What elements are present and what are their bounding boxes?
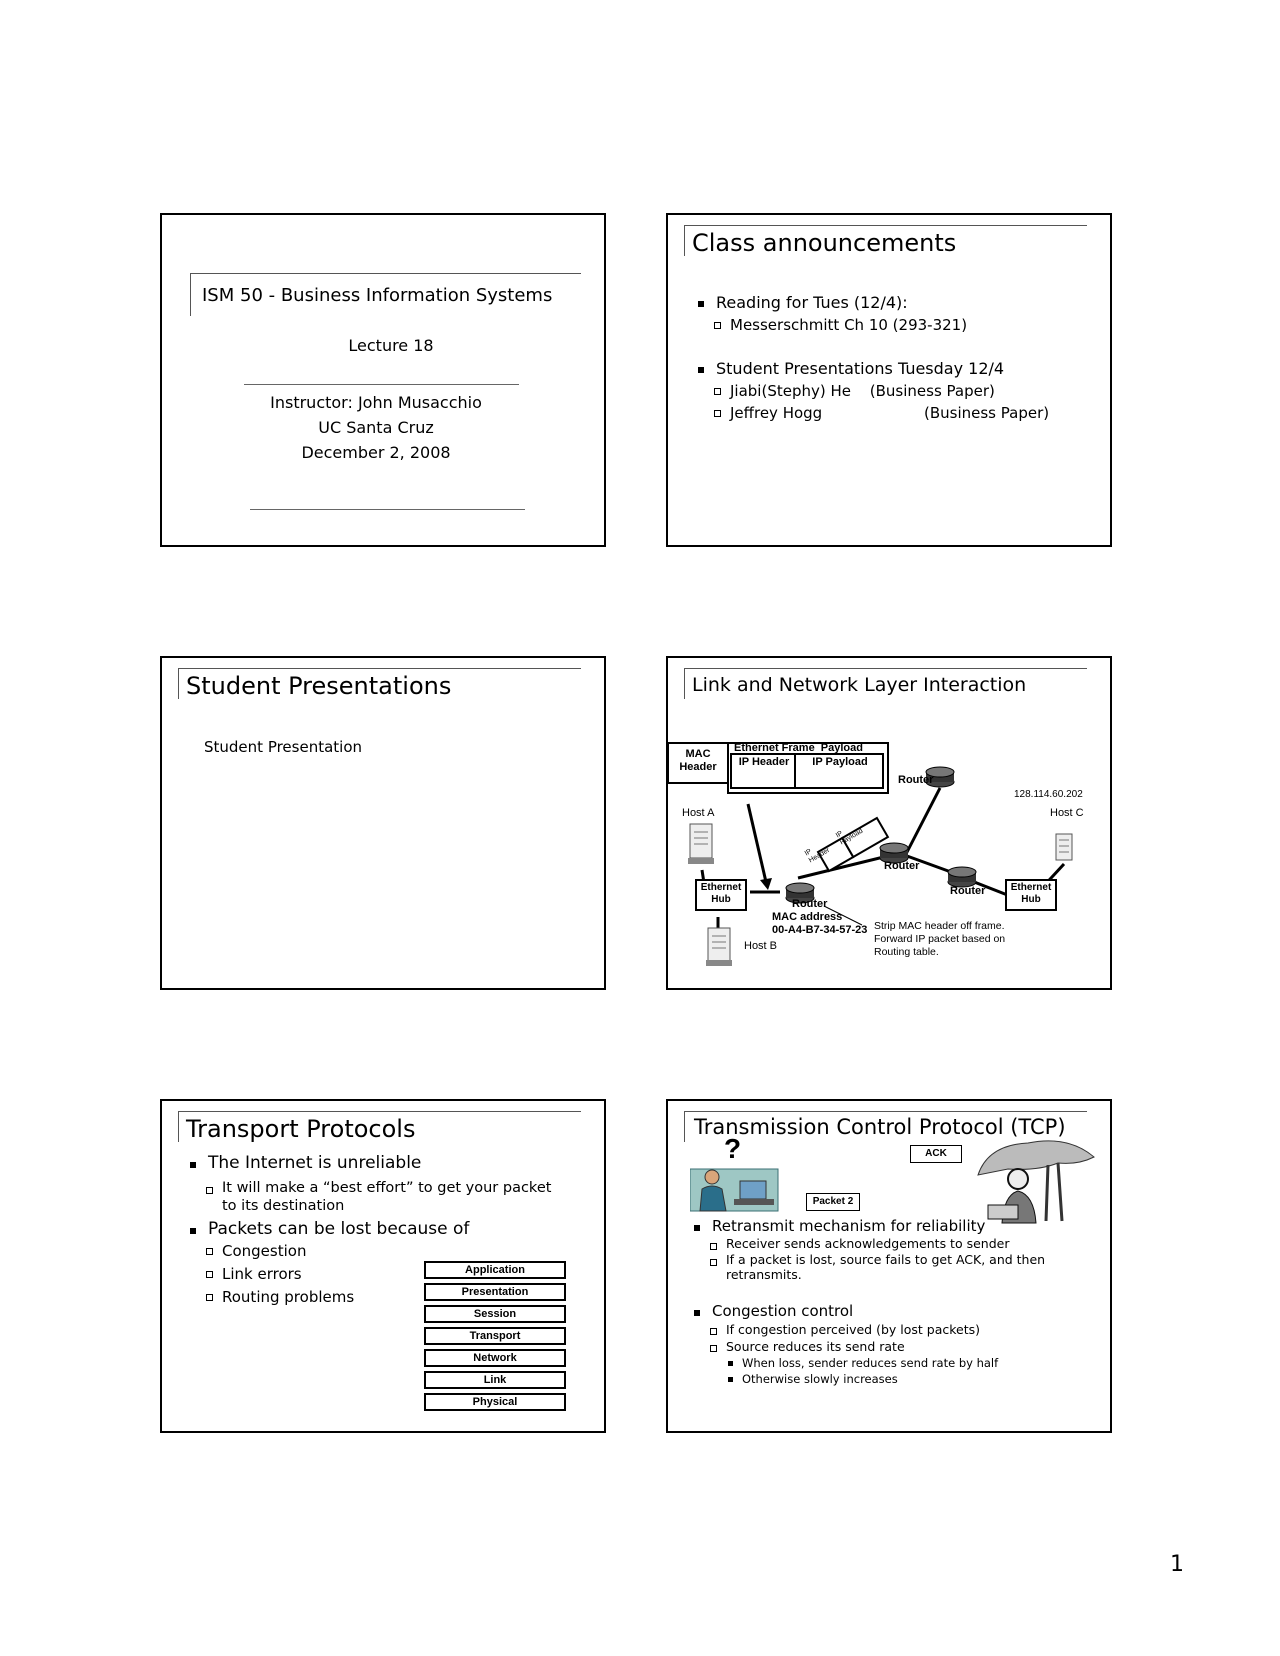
bullet-reduce-rate: Source reduces its send rate xyxy=(692,1338,1082,1355)
presenter-2-paper: (Business Paper) xyxy=(924,404,1050,422)
mac-address-label: MAC address xyxy=(772,911,843,923)
ip-address-label: 128.114.60.202 xyxy=(1014,789,1083,800)
router-note-line2: Forward IP packet based on xyxy=(874,933,1006,945)
packet-ip-payload-label: IP Payload xyxy=(834,827,865,847)
sender-at-computer-illustration xyxy=(690,1163,780,1213)
bullet-halve-rate: When loss, sender reduces send rate by half xyxy=(692,1355,1082,1371)
bullet-congestion-control: Congestion control xyxy=(692,1302,1082,1321)
arrow-head xyxy=(760,878,772,890)
ip-payload-label: IP Payload xyxy=(812,756,868,768)
presenter-2-name: Jeffrey Hogg xyxy=(730,404,823,422)
ack-box: ACK xyxy=(910,1145,962,1163)
osi-layer-session: Session xyxy=(424,1305,566,1323)
slide-title: Link and Network Layer Interaction xyxy=(692,674,1027,696)
router-right-label: Router xyxy=(950,885,986,897)
bullet-retransmit: Retransmit mechanism for reliability xyxy=(692,1217,1082,1236)
osi-layer-presentation: Presentation xyxy=(424,1283,566,1301)
bullet-presentations xyxy=(696,358,1049,380)
router-a-label: Router xyxy=(792,898,828,910)
slide-body-text: Student Presentation xyxy=(204,738,363,756)
hub-c-label: Ethernet Hub xyxy=(1010,882,1052,905)
bullet-slowly-increase: Otherwise slowly increases xyxy=(692,1371,1082,1387)
host-a-icon xyxy=(688,824,714,864)
announcement-list xyxy=(696,292,1049,424)
slide-student-presentations xyxy=(160,656,606,990)
divider-bottom xyxy=(250,509,525,510)
osi-layer-network: Network xyxy=(424,1349,566,1367)
router-note-line3: Routing table. xyxy=(874,946,939,958)
presenter-1-paper: (Business Paper) xyxy=(869,382,995,400)
hub-a-label: Ethernet Hub xyxy=(700,882,742,905)
host-b-icon xyxy=(706,928,732,966)
tcp-bullet-list xyxy=(692,1217,1082,1387)
slide-class-announcements xyxy=(666,213,1112,547)
bullet-best-effort: It will make a “best effort” to get your packet to its destination xyxy=(188,1179,558,1215)
lecture-date: December 2, 2008 xyxy=(301,443,451,462)
bullet-receiver-acks: Receiver sends acknowledgements to sender xyxy=(692,1236,1082,1252)
mac-address-value: 00-A4-B7-34-57-23 xyxy=(772,924,868,936)
osi-layer-link: Link xyxy=(424,1371,566,1389)
question-mark: ? xyxy=(724,1133,742,1164)
bullet-presentations-text: Student Presentations Tuesday 12/4 xyxy=(716,359,1005,378)
bullet-link-errors: Link errors xyxy=(188,1263,558,1286)
bullet-reading-detail: Messerschmitt Ch 10 (293-321) xyxy=(696,314,1049,336)
host-a-label: Host A xyxy=(682,807,715,819)
slide-title: Transmission Control Protocol (TCP) xyxy=(694,1115,1066,1139)
slide-link-network-layer xyxy=(666,656,1112,990)
bullet-reading: Reading for Tues (12/4): xyxy=(696,292,1049,314)
bullet-congestion: Congestion xyxy=(188,1240,558,1263)
packet-ip-header-label: IP Header xyxy=(803,846,832,865)
ip-header-label: IP Header xyxy=(738,756,790,768)
packet-box: Packet 2 xyxy=(806,1193,860,1211)
bullet-routing-problems: Routing problems xyxy=(188,1286,558,1309)
slide-title: Student Presentations xyxy=(186,672,452,700)
host-c-label: Host C xyxy=(1050,807,1084,819)
presenter-1-name: Jiabi(Stephy) He xyxy=(730,382,851,400)
host-b-label: Host B xyxy=(744,940,778,952)
page-number: 1 xyxy=(1170,1552,1184,1577)
presenter-2 xyxy=(696,402,1049,424)
bullet-lost-packet: If a packet is lost, source fails to get ACK, and then retransmits. xyxy=(692,1252,1082,1282)
router-right-icon xyxy=(948,867,976,887)
link-router-top xyxy=(906,788,940,854)
router-note-line1: Strip MAC header off frame. xyxy=(874,920,1005,932)
bullet-unreliable: The Internet is unreliable xyxy=(188,1153,558,1174)
bullet-congestion-perceived: If congestion perceived (by lost packets) xyxy=(692,1321,1082,1338)
school-name: UC Santa Cruz xyxy=(318,418,434,437)
router-top-label: Router xyxy=(898,774,934,786)
lecture-label: Lecture 18 xyxy=(348,336,434,355)
instructor-name: Instructor: John Musacchio xyxy=(270,393,482,412)
slide-title: Class announcements xyxy=(692,229,957,257)
bullet-packets-lost: Packets can be lost because of xyxy=(188,1219,558,1240)
host-c-icon xyxy=(1056,834,1072,860)
frame-payload-label: Ethernet Frame Payload xyxy=(734,742,863,754)
mac-header-label: MAC Header xyxy=(679,748,717,773)
osi-layer-physical: Physical xyxy=(424,1393,566,1411)
router-mid-label: Router xyxy=(884,860,920,872)
presenter-1 xyxy=(696,380,1049,402)
slide-title: Transport Protocols xyxy=(186,1115,416,1143)
slide-title-page xyxy=(160,213,606,547)
receiver-under-tree-illustration xyxy=(968,1135,1098,1225)
slide-tcp xyxy=(666,1099,1112,1433)
divider-top xyxy=(244,384,519,385)
slide-transport-protocols xyxy=(160,1099,606,1433)
course-title: ISM 50 - Business Information Systems xyxy=(202,285,553,306)
osi-layer-transport: Transport xyxy=(424,1327,566,1345)
arrow-frame-router xyxy=(748,804,766,882)
osi-layer-application: Application xyxy=(424,1261,566,1279)
